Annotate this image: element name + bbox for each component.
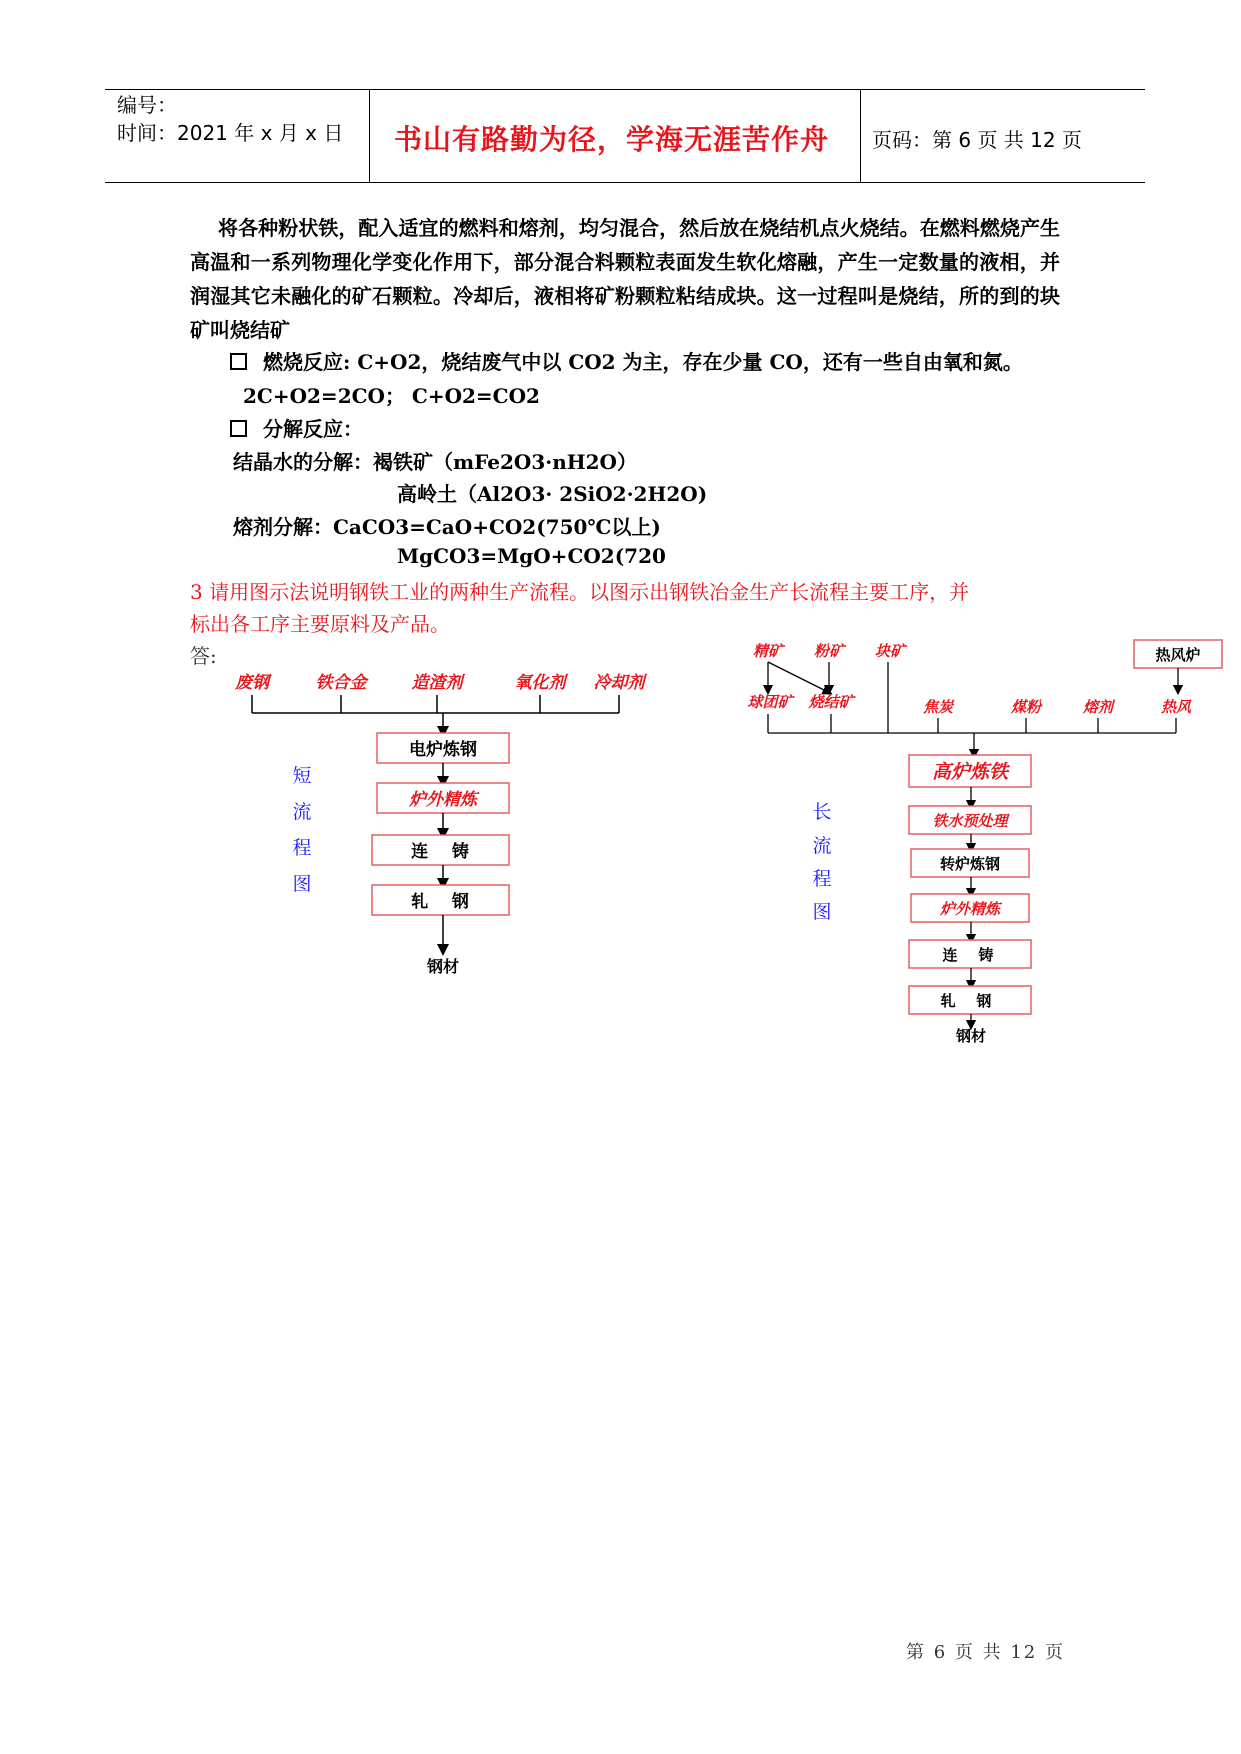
short-step-continuous-casting: 连 铸 <box>411 842 469 862</box>
long-ore-concentrate: 精矿 <box>752 642 784 660</box>
document-time-label: 时间：2021 年 x 月 x 日 <box>117 121 344 145</box>
magnesite-line: MgCO3=MgO+CO2(720 <box>397 544 666 568</box>
short-input-connectors <box>252 695 619 732</box>
long-flow-label-1: 长 <box>812 801 832 823</box>
combustion-bullet-text: 燃烧反应: C+O2，烧结废气中以 CO2 为主，存在少量 CO，还有一些自由氧和氮。 <box>263 350 1023 374</box>
long-ore-lump: 块矿 <box>874 642 906 660</box>
long-step-hot-metal-pretreatment: 铁水预处理 <box>932 812 1008 830</box>
short-input-ferroalloy: 铁合金 <box>315 673 367 693</box>
combustion-equations: 2C+O2=2CO； C+O2=CO2 <box>243 384 540 408</box>
question-line-1: 3 请用图示法说明钢铁工业的两种生产流程。以图示出钢铁冶金生产长流程主要工序，并 <box>190 580 970 604</box>
long-hot-stove: 热风炉 <box>1155 646 1201 664</box>
kaolin-line: 高岭土（Al2O3· 2SiO2·2H2O) <box>397 482 708 506</box>
flux-decomposition-line: 熔剂分解：CaCO3=CaO+CO2(750℃以上) <box>233 515 661 539</box>
long-input-connectors <box>768 714 1176 754</box>
long-pellet: 球团矿 <box>747 693 793 711</box>
short-product-steel: 钢材 <box>426 957 460 976</box>
long-sinter: 烧结矿 <box>808 693 854 711</box>
long-step-blast-furnace: 高炉炼铁 <box>931 761 1009 783</box>
short-flow-label-1: 短 <box>292 765 312 787</box>
answer-label: 答: <box>190 644 217 668</box>
long-flow-label-2: 流 <box>812 835 832 857</box>
long-flow-label-4: 图 <box>812 901 832 923</box>
long-input-hot-blast: 热风 <box>1160 698 1192 716</box>
decomposition-bullet-text: 分解反应： <box>263 417 363 441</box>
header-motto: 书山有路勤为径，学海无涯苦作舟 <box>394 123 830 156</box>
crystal-water-line: 结晶水的分解：褐铁矿（mFe2O3·nH2O） <box>233 450 637 474</box>
short-input-coolant: 冷却剂 <box>593 673 645 693</box>
short-step-secondary-refining: 炉外精炼 <box>409 790 477 810</box>
long-step-secondary-refining: 炉外精炼 <box>939 900 1001 918</box>
document-number-label: 编号： <box>117 93 177 117</box>
long-product-steel: 钢材 <box>955 1027 987 1045</box>
short-step-rolling: 轧 钢 <box>411 892 469 912</box>
long-flow-label-3: 程 <box>812 868 832 890</box>
long-step-continuous-casting: 连 铸 <box>942 946 994 964</box>
header-page-info: 页码：第 6 页 共 12 页 <box>872 128 1082 152</box>
question-line-2: 标出各工序主要原料及产品。 <box>190 612 450 636</box>
short-flow-label-4: 图 <box>292 873 312 895</box>
long-input-pulverized-coal: 煤粉 <box>1010 698 1042 716</box>
long-input-flux: 熔剂 <box>1082 698 1114 716</box>
long-input-coke: 焦炭 <box>922 698 954 716</box>
short-flow-label-3: 程 <box>292 837 312 859</box>
short-input-scrap-steel: 废钢 <box>235 673 269 693</box>
short-input-oxidizer: 氧化剂 <box>514 673 566 693</box>
short-step-eaf-steelmaking: 电炉炼钢 <box>409 740 477 760</box>
short-input-slag-former: 造渣剂 <box>411 673 463 693</box>
page-footer: 第 6 页 共 12 页 <box>906 1642 1065 1663</box>
long-step-converter-steelmaking: 转炉炼钢 <box>939 855 1001 873</box>
long-ore-fines: 粉矿 <box>813 642 845 660</box>
sintering-paragraph-text: 将各种粉状铁，配入适宜的燃料和熔剂，均匀混合，然后放在烧结机点火烧结。在燃料燃烧产生高温和一系列物理化学变化作用下，部分混合料颗粒表面发生软化熔融，产生一定数量的液相，并润湿其它未融化的矿石颗粒。冷却后，液相将矿粉颗粒粘结成块。这一过程叫是烧结，所的到的块矿叫烧结矿 <box>190 216 1060 342</box>
short-flow-label-2: 流 <box>292 801 312 823</box>
long-step-rolling: 轧 钢 <box>940 992 992 1010</box>
